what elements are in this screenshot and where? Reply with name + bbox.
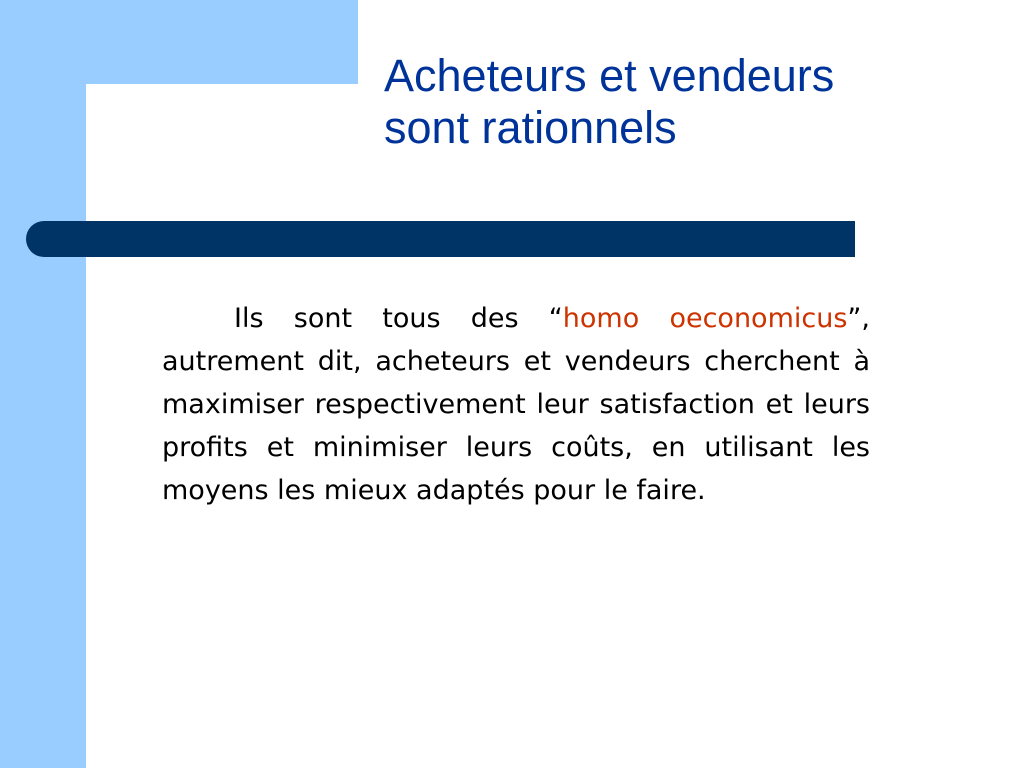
slide-title-line-2: sont rationnels [384,102,677,153]
top-decor-band [0,0,358,84]
decor-rounded-corner [86,84,206,204]
body-paragraph [162,297,870,512]
body-text-after: ”, autrement dit, acheteurs et vendeurs cherchent à maximiser respectivement leur satisfaction et leurs profits et minimiser leurs coûts, en utilisant les moyens les mieux adaptés pour le faire. [162,303,870,506]
slide-title [384,50,984,154]
body-highlight-term: homo oeconomicus [562,303,848,334]
left-decor-band [0,0,86,768]
body-text-before: Ils sont tous des “ [234,303,563,334]
title-divider-bar [26,221,855,257]
slide-title-line-1: Acheteurs et vendeurs [384,50,835,101]
